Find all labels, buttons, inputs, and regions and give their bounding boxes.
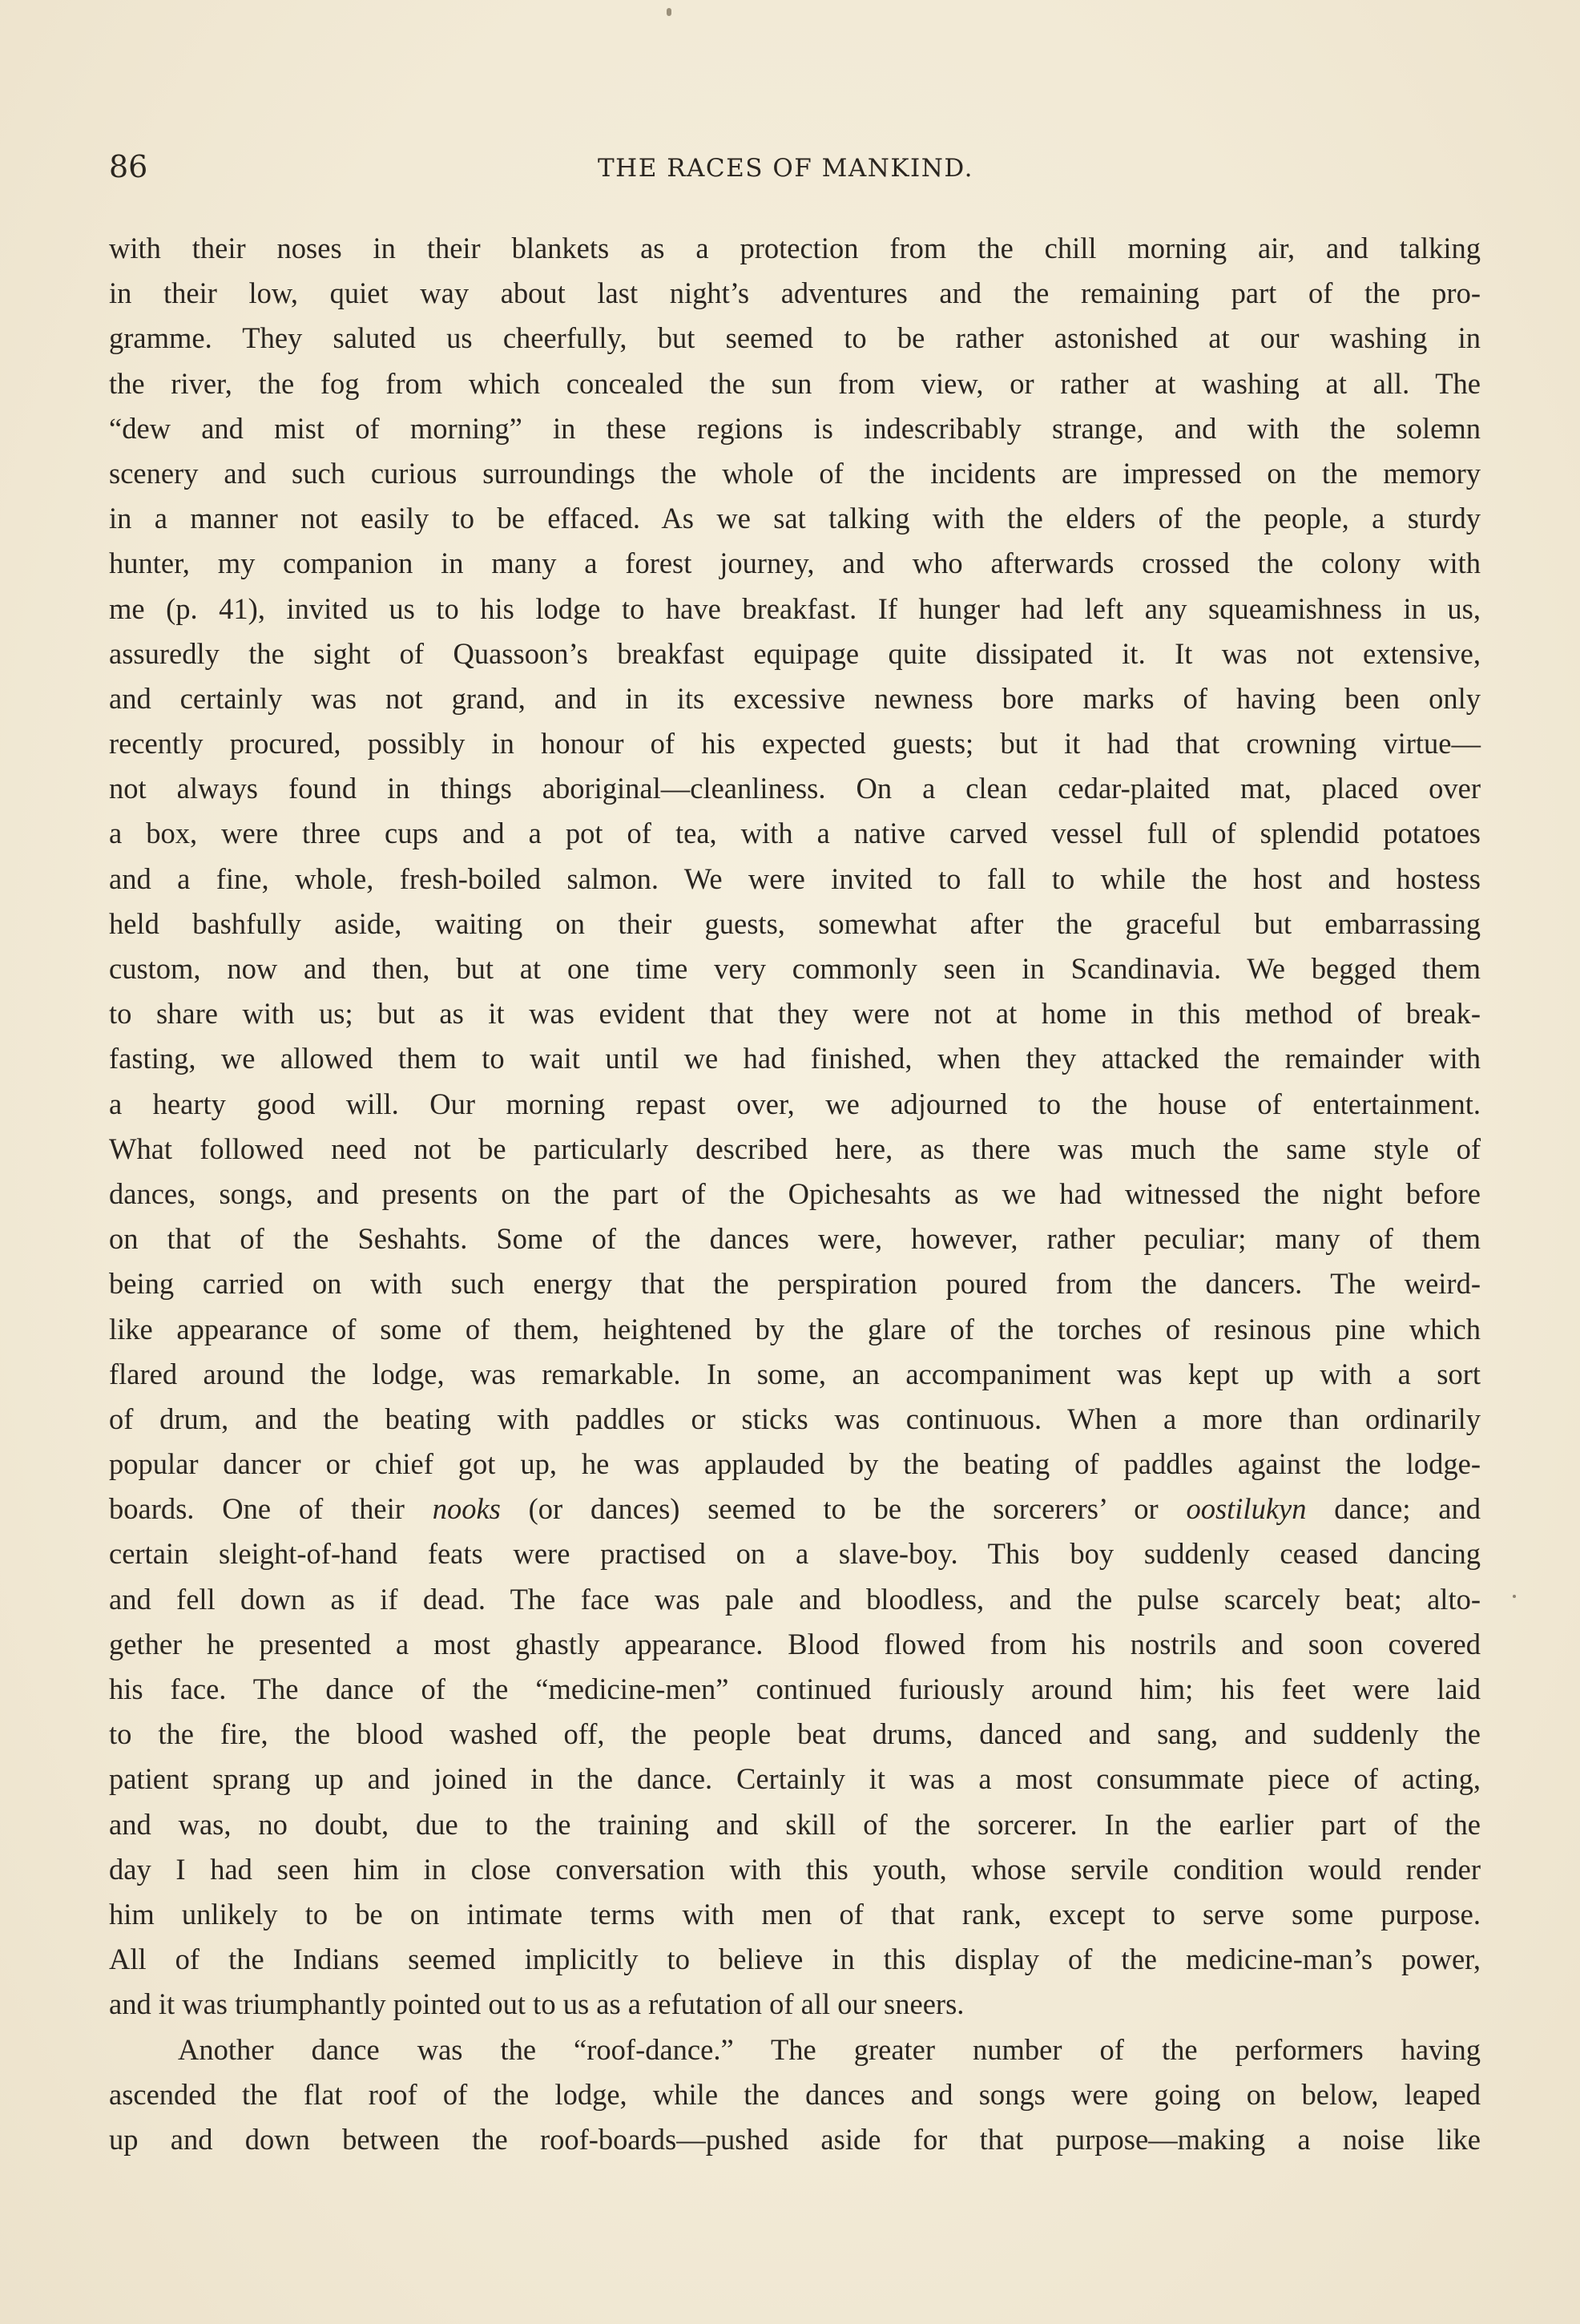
text-line: certain sleight-of-hand feats were practised on a slave-boy. This boy suddenly ceased dancing	[109, 1537, 1481, 1571]
text-line: dances, songs, and presents on the part of the Opichesahts as we had witnessed the night before	[109, 1176, 1481, 1210]
text-line: not always found in things aboriginal—cleanliness. On a clean cedar-plaited mat, placed over	[109, 772, 1481, 805]
text-line: hunter, my companion in many a forest journey, and who afterwards crossed the colony with	[109, 547, 1481, 580]
text-line: ascended the flat roof of the lodge, while the dances and songs were going on below, leaped	[109, 2077, 1481, 2111]
text-line: to share with us; but as it was evident that they were not at home in this method of break-	[109, 997, 1481, 1031]
text-line: popular dancer or chief got up, he was applauded by the beating of paddles against the lodge-	[109, 1447, 1481, 1481]
text-line: the river, the fog from which concealed the sun from view, or rather at washing at all. The	[109, 366, 1481, 400]
text-line-with-italics	[109, 1487, 1481, 1531]
text-line: and was, no doubt, due to the training and skill of the sorcerer. In the earlier part of the	[109, 1807, 1481, 1841]
text-line: up and down between the roof-boards—pushed aside for that purpose—making a noise like	[109, 2122, 1481, 2156]
text-line: his face. The dance of the “medicine-men” continued furiously around him; his feet were laid	[109, 1672, 1481, 1705]
text-line: with their noses in their blankets as a protection from the chill morning air, and talking	[109, 232, 1481, 264]
text-line: scenery and such curious surroundings the whole of the incidents are impressed on the memory	[109, 456, 1481, 490]
body-text	[109, 226, 1481, 2162]
text-run: dance; and	[1306, 1492, 1481, 1526]
text-line: like appearance of some of them, heightened by the glare of the torches of resinous pine which	[109, 1312, 1481, 1346]
text-line: flared around the lodge, was remarkable. In some, an accompaniment was kept up with a sort	[109, 1357, 1481, 1390]
text-line: patient sprang up and joined in the dance. Certainly it was a most consummate piece of acting,	[109, 1762, 1481, 1796]
text-line: All of the Indians seemed implicitly to believe in this display of the medicine-man’s power,	[109, 1943, 1481, 1976]
text-line: and certainly was not grand, and in its excessive newness bore marks of having been only	[109, 681, 1481, 715]
text-line: in a manner not easily to be effaced. As we sat talking with the elders of the people, a sturdy	[109, 502, 1481, 535]
italic-term: oostilukyn	[1186, 1492, 1307, 1526]
text-line: assuredly the sight of Quassoon’s breakfast equipage quite dissipated it. It was not extensive,	[109, 636, 1481, 670]
text-line: of drum, and the beating with paddles or sticks was continuous. When a more than ordinarily	[109, 1402, 1481, 1435]
text-line: What followed need not be particularly described here, as there was much the same style of	[109, 1132, 1481, 1165]
page-number: 86	[109, 149, 148, 184]
text-line: a hearty good will. Our morning repast over, we adjourned to the house of entertainment.	[109, 1087, 1481, 1120]
text-line: held bashfully aside, waiting on their guests, somewhat after the graceful but embarrassing	[109, 906, 1481, 940]
text-line: custom, now and then, but at one time very commonly seen in Scandinavia. We begged them	[109, 952, 1481, 985]
text-line: and fell down as if dead. The face was pale and bloodless, and the pulse scarcely beat; alto-	[109, 1582, 1481, 1616]
running-title: THE RACES OF MANKIND.	[598, 154, 974, 183]
text-line: a box, were three cups and a pot of tea, with a native carved vessel full of splendid potatoes	[109, 817, 1481, 850]
text-line-paragraph-end: and it was triumphantly pointed out to us as a refutation of all our sneers.	[109, 1987, 965, 2021]
text-run: boards. One of their	[109, 1492, 433, 1526]
text-line: him unlikely to be on intimate terms with men of that rank, except to serve some purpose.	[109, 1897, 1481, 1931]
text-line: gramme. They saluted us cheerfully, but seemed to be rather astonished at our washing in	[109, 321, 1481, 355]
text-line: recently procured, possibly in honour of his expected guests; but it had that crowning virtue—	[109, 727, 1481, 761]
text-line: being carried on with such energy that the perspiration poured from the dancers. The weird-	[109, 1267, 1481, 1301]
text-line: fasting, we allowed them to wait until we had finished, when they attacked the remainder with	[109, 1042, 1481, 1075]
text-line: in their low, quiet way about last night’s adventures and the remaining part of the pro-	[109, 276, 1481, 310]
text-line: me (p. 41), invited us to his lodge to have breakfast. If hunger had left any squeamishness in us,	[109, 591, 1481, 625]
text-line-paragraph-start: Another dance was the “roof-dance.” The greater number of the performers having	[178, 2032, 1481, 2066]
text-line: “dew and mist of morning” in these regions is indescribably strange, and with the solemn	[109, 411, 1481, 445]
print-speck	[1513, 1595, 1516, 1598]
text-line: to the fire, the blood washed off, the people beat drums, danced and sang, and suddenly the	[109, 1717, 1481, 1751]
text-line: on that of the Seshahts. Some of the dances were, however, rather peculiar; many of them	[109, 1222, 1481, 1256]
text-line: gether he presented a most ghastly appearance. Blood flowed from his nostrils and soon covered	[109, 1627, 1481, 1660]
print-speck	[667, 8, 671, 16]
text-line: and a fine, whole, fresh-boiled salmon. We were invited to fall to while the host and hostess	[109, 861, 1481, 895]
page-header	[109, 149, 1481, 197]
italic-term: nooks	[432, 1492, 501, 1526]
text-line: day I had seen him in close conversation with this youth, whose servile condition would render	[109, 1852, 1481, 1886]
text-run: (or dances) seemed to be the sorcerers’ or	[500, 1492, 1187, 1526]
